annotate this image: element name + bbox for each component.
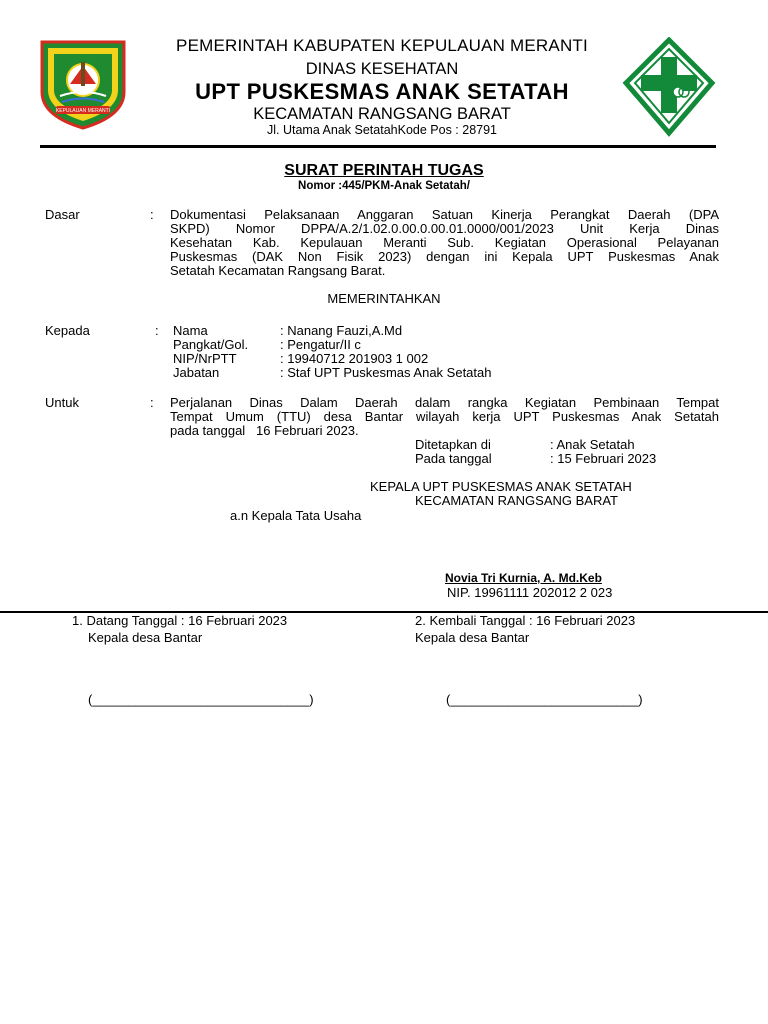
- government-name: PEMERINTAH KABUPATEN KEPULAUAN MERANTI: [176, 36, 588, 55]
- dasar-line: Kesehatan Kab. Kepulauan Meranti Sub. Kegiatan Operasional Pelayanan: [170, 235, 719, 250]
- kepada-colon: :: [155, 323, 159, 338]
- arrival-signer-role: Kepala desa Bantar: [88, 630, 203, 645]
- signatory-title-1: KEPALA UPT PUSKESMAS ANAK SETATAH: [370, 479, 632, 494]
- institution-name: UPT PUSKESMAS ANAK SETATAH: [195, 79, 569, 104]
- document-number: Nomor :445/PKM-Anak Setatah/: [298, 180, 470, 192]
- signatory-an: a.n Kepala Tata Usaha: [230, 508, 362, 523]
- return-signer-role: Kepala desa Bantar: [415, 630, 530, 645]
- dasar-line: Puskesmas (DAK Non Fisik 2023) dengan ini Kepala UPT Puskesmas Anak: [170, 249, 719, 264]
- signatory-nip: NIP. 19961111 202012 2 023: [447, 585, 613, 600]
- logo-ribbon-text: KEPULAUAN MERANTI: [55, 108, 111, 114]
- kepada-key-pangkat: Pangkat/Gol.: [173, 337, 249, 352]
- kepada-value-jabatan: : Staf UPT Puskesmas Anak Setatah: [280, 365, 492, 380]
- kepada-value-nama: : Nanang Fauzi,A.Md: [280, 323, 403, 338]
- untuk-line: Perjalanan Dinas Dalam Daerah dalam rangka Kegiatan Pembinaan Tempat: [170, 395, 719, 410]
- header-divider: [40, 145, 716, 148]
- puskesmas-logo: [622, 37, 716, 137]
- memerintahkan-heading: MEMERINTAHKAN: [327, 291, 441, 306]
- tanggal-value: : 15 Februari 2023: [550, 451, 657, 466]
- kepada-key-nama: Nama: [173, 323, 208, 338]
- district-name: KECAMATAN RANGSANG BARAT: [253, 105, 511, 123]
- dasar-line: Setatah Kecamatan Rangsang Barat.: [170, 263, 386, 278]
- untuk-line: pada tanggal 16 Februari 2023.: [170, 423, 359, 438]
- arrival-date: 1. Datang Tanggal : 16 Februari 2023: [72, 613, 288, 628]
- untuk-line: Tempat Umum (TTU) desa Bantar wilayah kerja UPT Puskesmas Anak Setatah: [170, 409, 719, 424]
- kabupaten-meranti-logo: [38, 40, 128, 130]
- arrival-signature-line: (______________________________): [88, 692, 314, 707]
- untuk-colon: :: [150, 395, 154, 410]
- ditetapkan-label: Ditetapkan di: [415, 437, 491, 452]
- dasar-label: Dasar: [45, 207, 80, 222]
- address-line: Jl. Utama Anak SetatahKode Pos : 28791: [266, 123, 497, 137]
- signatory-title-2: KECAMATAN RANGSANG BARAT: [415, 493, 618, 508]
- return-signature-line: (__________________________): [446, 692, 643, 707]
- kepada-value-nip: : 19940712 201903 1 002: [280, 351, 429, 366]
- dasar-colon: :: [150, 207, 154, 222]
- kepada-label: Kepada: [45, 323, 90, 338]
- document-title: SURAT PERINTAH TUGAS: [284, 162, 484, 179]
- kepada-key-jabatan: Jabatan: [173, 365, 220, 380]
- kepada-key-nip: NIP/NrPTT: [173, 351, 237, 366]
- return-date: 2. Kembali Tanggal : 16 Februari 2023: [415, 613, 636, 628]
- untuk-label: Untuk: [45, 395, 79, 410]
- dasar-line: Dokumentasi Pelaksanaan Anggaran Satuan Kinerja Perangkat Daerah (DPA: [170, 207, 719, 222]
- tanggal-label: Pada tanggal: [415, 451, 492, 466]
- kepada-value-pangkat: : Pengatur/II c: [280, 337, 361, 352]
- ditetapkan-value: : Anak Setatah: [550, 437, 635, 452]
- signatory-name: Novia Tri Kurnia, A. Md.Keb: [445, 571, 602, 585]
- department-name: DINAS KESEHATAN: [305, 60, 459, 78]
- dasar-line: SKPD) Nomor DPPA/A.2/1.02.0.00.0.00.01.0000/001/2023 Unit Kerja Dinas: [170, 221, 719, 236]
